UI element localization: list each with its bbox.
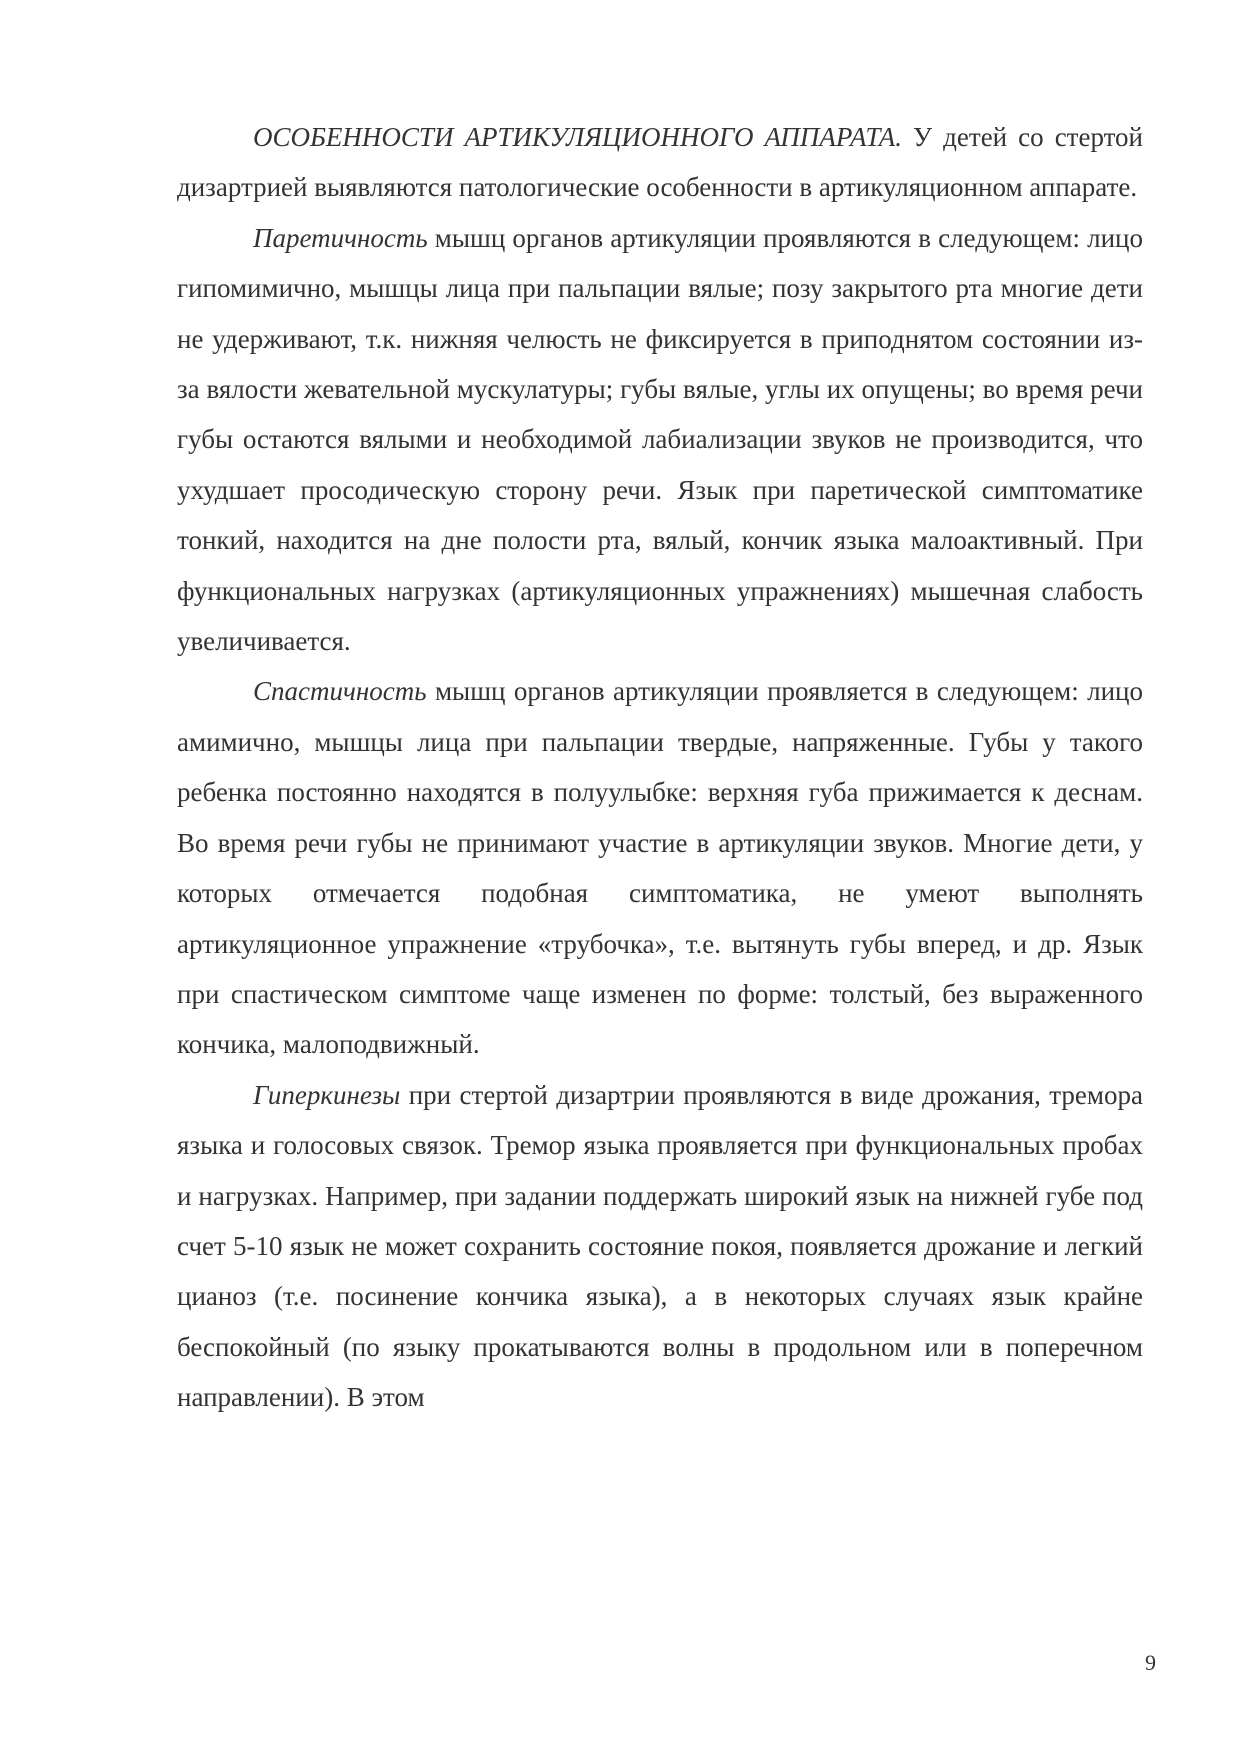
paragraph-lead: Спастичность — [253, 676, 427, 707]
paragraph-hyperkinesis — [177, 1070, 1143, 1423]
page-number: 9 — [1145, 1650, 1156, 1675]
body-text — [177, 112, 1143, 1423]
paragraph-lead: ОСОБЕННОСТИ АРТИКУЛЯЦИОННОГО АППАРАТА. — [253, 122, 902, 152]
paragraph-text: мышц органов артикуляции проявляется в следующем: лицо амимично, мышцы лица при пальпации твердые, напряженные. Губы у такого ребенка постоянно находятся в полуулыбке: верхняя губа прижимается к деснам. Во время речи губы не принимают участие в артикуляции звуков. Многие дети, у которых отмечается подобная симптоматика, не умеют выполнять артикуляционное упражнение «трубочка», т.е. вытянуть губы вперед, и др. Язык при спастическом симптоме чаще изменен по форме: толстый, без выраженного кончика, малоподвижный. — [177, 676, 1143, 1060]
paragraph-spasticity — [177, 666, 1143, 1069]
paragraph-lead: Гиперкинезы — [253, 1079, 401, 1110]
paragraph-text: У детей со стертой дизартрией выявляются патологические особенности в артикуляционном аппарате. — [177, 122, 1143, 203]
paragraph-text: при стертой дизартрии проявляются в виде дрожания, тремора языка и голосовых связок. Тремор языка проявляется при функциональных пробах и нагрузках. Например, при задании поддержать широкий язык на нижней губе под счет 5-10 язык не может сохранить состояние покоя, появляется дрожание и легкий цианоз (т.е. посинение кончика языка), а в некоторых случаях язык крайне беспокойный (по языку прокатываются волны в продольном или в поперечном направлении). В этом — [177, 1079, 1143, 1413]
paragraph-articulation-features — [177, 112, 1143, 213]
paragraph-text: мышц органов артикуляции проявляются в следующем: лицо гипомимично, мышцы лица при пальпации вялые; позу закрытого рта многие дети не удерживают, т.к. нижняя челюсть не фиксируется в приподнятом состоянии из-за вялости жевательной мускулатуры; губы вялые, углы их опущены; во время речи губы остаются вялыми и необходимой лабиализации звуков не производится, что ухудшает просодическую сторону речи. Язык при паретической симптоматике тонкий, находится на дне полости рта, вялый, кончик языка малоактивный. При функциональных нагрузках (артикуляционных упражнениях) мышечная слабость увеличивается. — [177, 222, 1143, 657]
paragraph-lead: Паретичность — [253, 222, 428, 253]
paragraph-paresis — [177, 213, 1143, 667]
